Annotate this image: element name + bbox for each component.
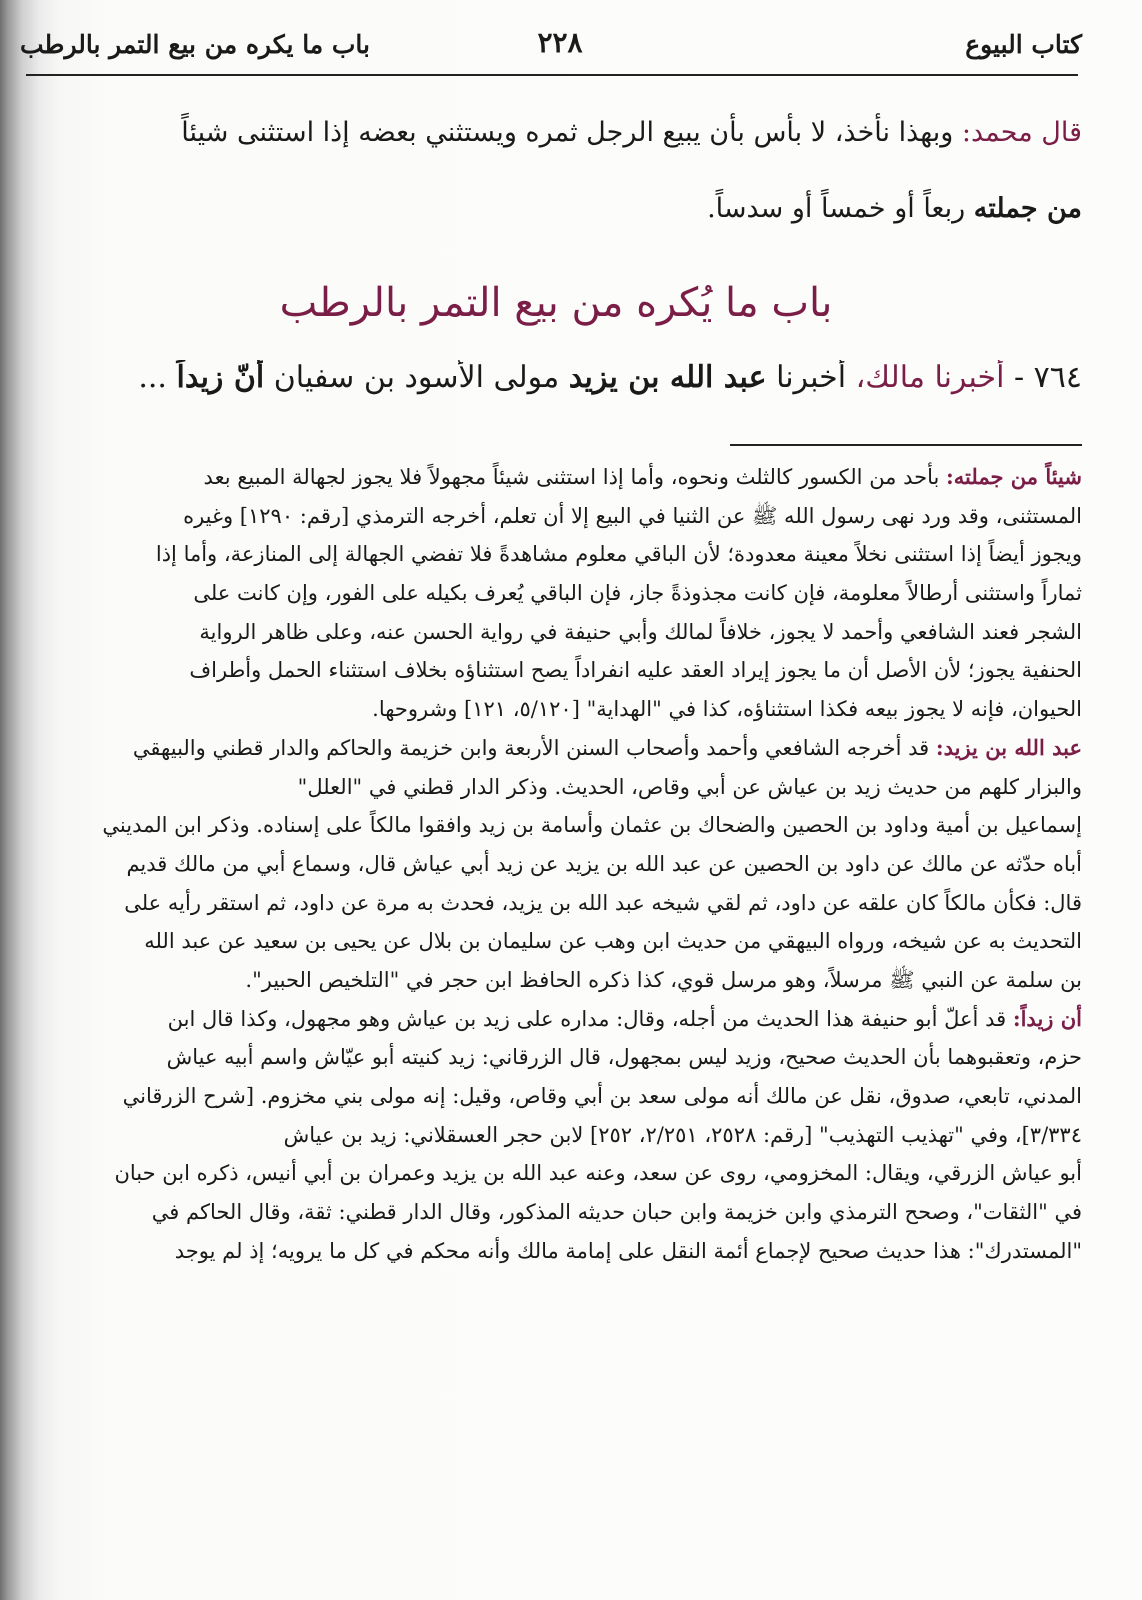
header-chapter-title: باب ما يكره من بيع التمر بالرطب bbox=[20, 30, 371, 59]
footnote-text: أبو عياش الزرقي، ويقال: المخزومي، روى عن سعد، وعنه عبد الله بن يزيد وعمران بن أبي أنيس، ذكره ابن حبان bbox=[114, 1161, 1082, 1186]
footnote-line bbox=[30, 922, 1082, 961]
footnote-divider bbox=[730, 444, 1082, 446]
footnote-text: قد أعلّ أبو حنيفة هذا الحديث من أجله، وقال: مداره على زيد بن عياش وهو مجهول، وكذا قال ابن bbox=[167, 1006, 1007, 1031]
footnote-line bbox=[30, 729, 1082, 768]
footnote-text: قد أخرجه الشافعي وأحمد وأصحاب السنن الأربعة وابن خزيمة والحاكم والدار قطني والبيهقي bbox=[132, 735, 930, 760]
footnote-heading: شيئاً من جملته: bbox=[946, 464, 1082, 489]
footnote-text: حزم، وتعقبوهما بأن الحديث صحيح، وزيد ليس بمجهول، قال الزرقاني: زيد كنيته أبو عيّاش واسم أبيه عياش bbox=[166, 1045, 1082, 1070]
footnote-heading: عبد الله بن يزيد: bbox=[935, 734, 1082, 760]
footnote-text: التحديث به عن شيخه، ورواه البيهقي من حديث ابن وهب عن سليمان بن بلال عن يحيى بن سعيد عن عبد الله bbox=[144, 929, 1082, 954]
footnote-heading: أن زيداً: bbox=[1012, 1005, 1082, 1031]
footnote-line bbox=[30, 535, 1082, 574]
speaker-label: قال محمد: bbox=[961, 117, 1082, 148]
chapter-heading: باب ما يُكره من بيع التمر بالرطب bbox=[279, 280, 833, 326]
hadith-intro: أخبرنا مالك، bbox=[855, 360, 1005, 395]
footnote-line bbox=[30, 574, 1082, 613]
footnote-text: إسماعيل بن أمية وداود بن الحصين والضحاك بن عثمان وأسامة بن زيد وافقوا مالكاً على إسناده. وذكر ابن المديني bbox=[102, 813, 1082, 838]
header-divider bbox=[26, 74, 1078, 76]
footnote-line bbox=[30, 768, 1082, 807]
hadith-line bbox=[30, 360, 1082, 395]
footnote-line bbox=[30, 458, 1082, 497]
footnote-line bbox=[30, 806, 1082, 845]
page-number: ٢٢٨ bbox=[537, 26, 583, 59]
footnote-line bbox=[30, 651, 1082, 690]
main-text-bold-phrase: من جملته bbox=[973, 193, 1082, 224]
main-text bbox=[30, 95, 1082, 247]
hadith-text-1: أخبرنا bbox=[776, 360, 847, 395]
footnote-text: قال: فكأن مالكاً كان علقه عن داود، ثم لقي شيخه عبد الله بن يزيد، فحدث به مرة عن داود، ثم استقر رأيه على bbox=[124, 890, 1082, 915]
hadith-subject-name: أنّ زيداً bbox=[176, 360, 265, 395]
footnote-text: بن سلمة عن النبي ﷺ مرسلاً، وهو مرسل قوي، كذا ذكره الحافظ ابن حجر في "التلخيص الحبير". bbox=[245, 967, 1082, 992]
footnote-text: الشجر فعند الشافعي وأحمد لا يجوز، خلافاً لمالك وأبي حنيفة في رواية الحسن عنه، وعلى ظاهر الرواية bbox=[199, 619, 1082, 644]
footnotes bbox=[30, 458, 1082, 1270]
footnote-line bbox=[30, 884, 1082, 923]
footnote-line bbox=[30, 845, 1082, 884]
main-text-body-1: وبهذا نأخذ، لا بأس بأن يبيع الرجل ثمره ويستثني بعضه إذا استثنى شيئاً bbox=[181, 117, 954, 148]
hadith-number: ٧٦٤ - bbox=[1013, 360, 1082, 395]
footnote-text: "المستدرك": هذا حديث صحيح لإجماع أئمة النقل على إمامة مالك وأنه محكم في كل ما يرويه؛ إذ لم يوجد bbox=[174, 1238, 1082, 1263]
running-header bbox=[20, 24, 1082, 74]
footnote-line bbox=[30, 1232, 1082, 1271]
footnote-text: في "الثقات"، وصحح الترمذي وابن خزيمة وابن حبان حديثه المذكور، وقال الدار قطني: ثقة، وقال الحاكم في bbox=[151, 1200, 1082, 1225]
footnote-text: الحيوان، فإنه لا يجوز بيعه فكذا استثناؤه، كذا في "الهداية" [٥/١٢٠، ١٢١] وشروحها. bbox=[372, 697, 1082, 722]
main-text-line-1 bbox=[30, 95, 1082, 171]
footnote-line bbox=[30, 1154, 1082, 1193]
main-text-line-2 bbox=[30, 171, 1082, 247]
footnote-text: بأحد من الكسور كالثلث ونحوه، وأما إذا استثنى شيئاً مجهولاً فلا يجوز لجهالة المبيع بعد bbox=[203, 465, 940, 489]
footnote-text: ثماراً واستثنى أرطالاً معلومة، فإن كانت مجذوذةً جاز، فإن الباقي يُعرف بكيله على الفور، وإن كانت على bbox=[193, 581, 1082, 606]
footnote-line bbox=[30, 1077, 1082, 1116]
footnote-line bbox=[30, 1000, 1082, 1039]
footnote-line bbox=[30, 497, 1082, 536]
main-text-body-2: ربعاً أو خمساً أو سدساً. bbox=[707, 193, 966, 224]
hadith-text-2: مولى الأسود بن سفيان bbox=[273, 360, 560, 395]
hadith-trail: ... bbox=[138, 360, 167, 395]
hadith-narrator-name: عبد الله بن يزيد bbox=[568, 360, 767, 395]
footnote-line bbox=[30, 1193, 1082, 1232]
footnote-text: ويجوز أيضاً إذا استثنى نخلاً معينة معدودة؛ لأن الباقي معلوم مشاهدةً فلا تفضي الجهالة إلى المنازعة، وأما إذا bbox=[155, 542, 1082, 567]
footnote-text: والبزار كلهم من حديث زيد بن عياش عن أبي وقاص، الحديث. وذكر الدار قطني في "العلل" bbox=[297, 774, 1082, 799]
footnote-text: ٣/٣٣٤]، وفي "تهذيب التهذيب" [رقم: ٢٥٢٨، ٢/٢٥١، ٢٥٢] لابن حجر العسقلاني: زيد بن عياش bbox=[283, 1122, 1082, 1147]
footnote-text: الحنفية يجوز؛ لأن الأصل أن ما يجوز إيراد العقد عليه انفراداً يصح استثناؤه بخلاف استثناء الحمل وأطراف bbox=[189, 658, 1082, 683]
footnote-line bbox=[30, 613, 1082, 652]
footnote-text: المستثنى، وقد ورد نهى رسول الله ﷺ عن الثنيا في البيع إلا أن تعلم، أخرجه الترمذي [رقم: ١٢٩٠] وغيره bbox=[183, 503, 1082, 528]
footnote-line bbox=[30, 1038, 1082, 1077]
footnote-line bbox=[30, 961, 1082, 1000]
footnote-line bbox=[30, 690, 1082, 729]
footnote-text: أباه حدّثه عن مالك عن داود بن الحصين عن عبد الله بن يزيد عن زيد أبي عياش قال، وسماع أبي من مالك قديم bbox=[126, 851, 1082, 876]
footnote-text: المدني، تابعي، صدوق، نقل عن مالك أنه مولى سعد بن أبي وقاص، وقيل: إنه مولى بني مخزوم. [شرح الزرقاني bbox=[122, 1084, 1082, 1108]
header-book-title: كتاب البيوع bbox=[965, 30, 1082, 59]
footnote-line bbox=[30, 1116, 1082, 1155]
